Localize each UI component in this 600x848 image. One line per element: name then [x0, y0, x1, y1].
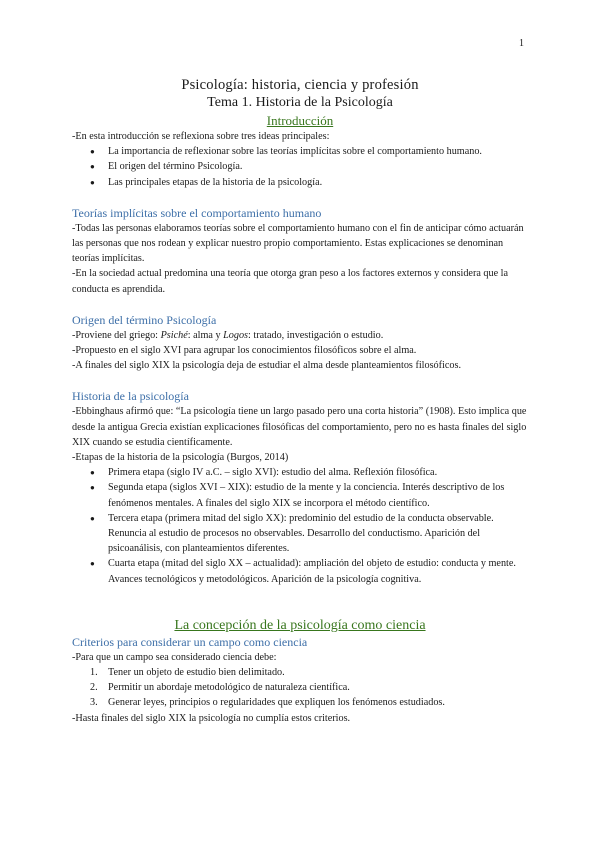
document-title: Psicología: historia, ciencia y profesión — [181, 77, 419, 93]
paragraph: -A finales del siglo XIX la psicología deja de estudiar el alma desde planteamientos filosóficos. — [72, 360, 461, 372]
list-item: ● La importancia de reflexionar sobre las teorías implícitas sobre el comportamiento humano. — [108, 144, 528, 159]
document-body — [72, 76, 528, 726]
criterios-numbered-list — [72, 665, 528, 711]
list-item: 3. Generar leyes, principios o regularidades que expliquen los fenómenos estudiados. — [108, 695, 528, 710]
list-item: ● Las principales etapas de la historia de la psicología. — [108, 175, 528, 190]
heading-origen-termino: Origen del término Psicología — [72, 312, 217, 327]
greek-term-psiche: Psiché — [160, 329, 188, 341]
list-item: ● Cuarta etapa (mitad del siglo XX – actualidad): ampliación del objeto de estudio: conducta y mente. Avances tecnológicos y metodológicos. Aparición de la psicología cognitiva. — [108, 556, 528, 586]
intro-text: -En esta introducción se reflexiona sobre tres ideas principales: — [72, 131, 330, 142]
greek-term-logos: Logos — [223, 329, 249, 341]
paragraph: -Proviene del griego: Psiché: alma y Logos: tratado, investigación o estudio. — [72, 329, 384, 341]
paragraph: -Para que un campo sea considerado ciencia debe: — [72, 651, 277, 663]
list-item: 2. Permitir un abordaje metodológico de naturaleza científica. — [108, 680, 528, 695]
paragraph: -Todas las personas elaboramos teorías sobre el comportamiento humano con el fin de anticipar cómo actuarán las personas que nos rodean y explicar nuestro propio comportamiento. Estas explicaciones se denominan teorías implícitas. — [72, 222, 524, 265]
list-number: 3. — [90, 697, 98, 709]
list-number: 2. — [90, 682, 98, 694]
heading-criterios-ciencia: Criterios para considerar un campo como ciencia — [72, 634, 308, 649]
intro-bullet-list — [72, 144, 528, 190]
heading-teorias-implicitas: Teorías implícitas sobre el comportamiento humano — [72, 205, 322, 220]
page-number: 1 — [519, 38, 524, 49]
list-item: ● Tercera etapa (primera mitad del siglo XX): predominio del estudio de la conducta observable. Renuncia al estudio de procesos no observables. Desarrollo del conductismo. Aparición del psicoanálisis, con planteamientos diferentes. — [108, 511, 528, 557]
heading-historia-psicologia: Historia de la psicología — [72, 389, 189, 404]
paragraph: -En la sociedad actual predomina una teoría que otorga gran peso a los factores externos y considera que la conducta es aprendida. — [72, 268, 509, 295]
paragraph: -Ebbinghaus afirmó que: “La psicología tiene un largo pasado pero una corta historia” (1908). Esto implica que desde la antigua Grecia existían explicaciones filosóficas del comportamiento, pero no es hasta finales del siglo XIX cuando se estudia científicamente. — [72, 406, 527, 448]
paragraph: -Propuesto en el siglo XVI para agrupar los conocimientos filosóficos sobre el alma. — [72, 345, 417, 357]
section-heading-introduccion: Introducción — [266, 113, 334, 128]
list-item: 1. Tener un objeto de estudio bien delimitado. — [108, 665, 528, 680]
etapas-bullet-list — [72, 465, 528, 587]
paragraph: -Hasta finales del siglo XIX la psicología no cumplía estos criterios. — [72, 712, 351, 724]
list-item: ● Primera etapa (siglo IV a.C. – siglo XVI): estudio del alma. Reflexión filosófica. — [108, 465, 528, 480]
list-item: ● Segunda etapa (siglos XVI – XIX): estudio de la mente y la conciencia. Interés descriptivo de los fenómenos mentales. A finales del siglo XIX se incorpora el método científico. — [108, 480, 528, 510]
paragraph: -Etapas de la historia de la psicología (Burgos, 2014) — [72, 452, 289, 464]
document-subtitle: Tema 1. Historia de la Psicología — [207, 95, 393, 110]
section-heading-concepcion-ciencia: La concepción de la psicología como ciencia — [174, 617, 426, 633]
list-number: 1. — [90, 667, 98, 679]
list-item: ● El origen del término Psicología. — [108, 159, 528, 174]
